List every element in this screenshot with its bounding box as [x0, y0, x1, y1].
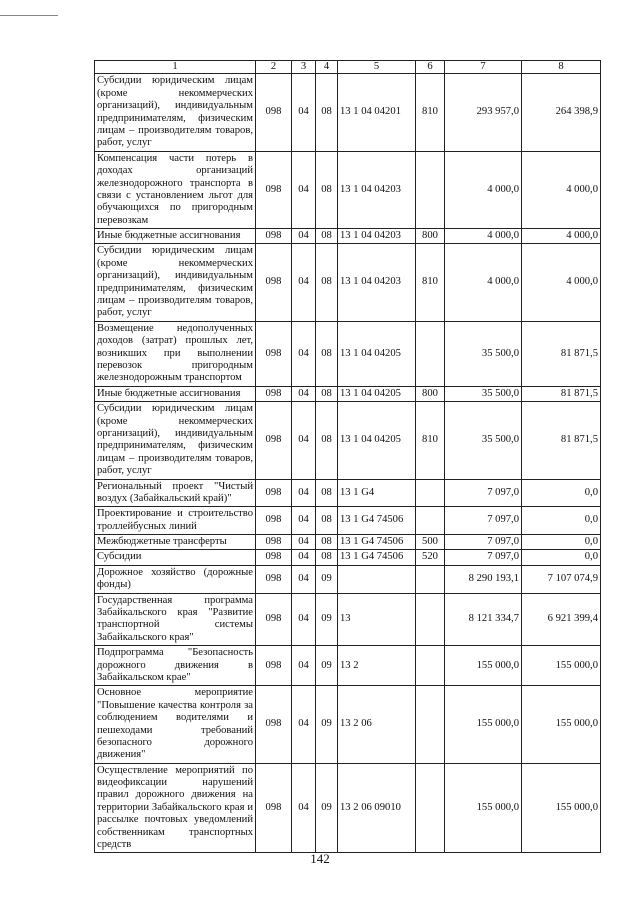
column-header: 2	[256, 61, 292, 74]
amount-year2-cell: 81 871,5	[522, 321, 601, 386]
target-article-cell: 13 1 G4 74506	[338, 550, 416, 565]
subsection-code-cell: 09	[316, 686, 338, 763]
amount-year2-cell: 155 000,0	[522, 763, 601, 853]
target-article-cell: 13 1 04 04205	[338, 321, 416, 386]
item-name-cell: Субсидии	[95, 550, 256, 565]
expense-type-cell	[416, 763, 445, 853]
section-code-cell: 04	[292, 151, 316, 228]
amount-year1-cell: 7 097,0	[445, 479, 522, 507]
amount-year1-cell: 35 500,0	[445, 321, 522, 386]
amount-year1-cell: 4 000,0	[445, 244, 522, 321]
expense-type-cell: 500	[416, 535, 445, 550]
item-name-cell: Дорожное хозяйство (дорожные фонды)	[95, 565, 256, 593]
column-header: 5	[338, 61, 416, 74]
expense-type-cell: 810	[416, 244, 445, 321]
section-code-cell: 04	[292, 74, 316, 151]
column-header: 8	[522, 61, 601, 74]
section-code-cell: 04	[292, 244, 316, 321]
expense-type-cell	[416, 565, 445, 593]
item-name-cell: Иные бюджетные ассигнования	[95, 229, 256, 244]
item-name-cell: Иные бюджетные ассигнования	[95, 386, 256, 401]
column-header: 4	[316, 61, 338, 74]
table-row	[95, 229, 601, 244]
ministry-code-cell: 098	[256, 535, 292, 550]
section-code-cell: 04	[292, 321, 316, 386]
target-article-cell	[338, 565, 416, 593]
section-code-cell: 04	[292, 763, 316, 853]
ministry-code-cell: 098	[256, 321, 292, 386]
target-article-cell: 13 1 04 04205	[338, 402, 416, 479]
item-name-cell: Региональный проект "Чистый воздух (Забайкальский край)"	[95, 479, 256, 507]
column-header: 6	[416, 61, 445, 74]
ministry-code-cell: 098	[256, 74, 292, 151]
amount-year1-cell: 155 000,0	[445, 686, 522, 763]
amount-year2-cell: 264 398,9	[522, 74, 601, 151]
subsection-code-cell: 08	[316, 244, 338, 321]
section-code-cell: 04	[292, 550, 316, 565]
target-article-cell: 13 1 04 04205	[338, 386, 416, 401]
amount-year1-cell: 7 097,0	[445, 507, 522, 535]
expense-type-cell: 800	[416, 229, 445, 244]
item-name-cell: Субсидии юридическим лицам (кроме некоммерческих организаций), индивидуальным предпринимателям, физическим лицам – производителям товаров, работ, услуг	[95, 74, 256, 151]
ministry-code-cell: 098	[256, 151, 292, 228]
subsection-code-cell: 08	[316, 402, 338, 479]
subsection-code-cell: 08	[316, 151, 338, 228]
item-name-cell: Межбюджетные трансферты	[95, 535, 256, 550]
target-article-cell: 13 1 G4 74506	[338, 535, 416, 550]
expense-type-cell	[416, 646, 445, 686]
ministry-code-cell: 098	[256, 479, 292, 507]
subsection-code-cell: 09	[316, 763, 338, 853]
subsection-code-cell: 09	[316, 646, 338, 686]
target-article-cell: 13	[338, 593, 416, 646]
subsection-code-cell: 08	[316, 550, 338, 565]
amount-year1-cell: 155 000,0	[445, 646, 522, 686]
amount-year2-cell: 155 000,0	[522, 646, 601, 686]
target-article-cell: 13 1 G4	[338, 479, 416, 507]
column-header: 1	[95, 61, 256, 74]
amount-year2-cell: 4 000,0	[522, 244, 601, 321]
item-name-cell: Субсидии юридическим лицам (кроме некоммерческих организаций), индивидуальным предпринимателям, физическим лицам – производителям товаров, работ, услуг	[95, 244, 256, 321]
table-row	[95, 386, 601, 401]
table-row	[95, 244, 601, 321]
ministry-code-cell: 098	[256, 686, 292, 763]
ministry-code-cell: 098	[256, 763, 292, 853]
expense-type-cell: 810	[416, 74, 445, 151]
ministry-code-cell: 098	[256, 244, 292, 321]
expense-type-cell	[416, 507, 445, 535]
amount-year2-cell: 6 921 399,4	[522, 593, 601, 646]
target-article-cell: 13 1 04 04203	[338, 229, 416, 244]
table-row	[95, 565, 601, 593]
subsection-code-cell: 08	[316, 479, 338, 507]
section-code-cell: 04	[292, 479, 316, 507]
expense-type-cell	[416, 479, 445, 507]
expense-type-cell	[416, 686, 445, 763]
ministry-code-cell: 098	[256, 507, 292, 535]
amount-year2-cell: 0,0	[522, 550, 601, 565]
subsection-code-cell: 08	[316, 229, 338, 244]
table-row	[95, 151, 601, 228]
amount-year2-cell: 81 871,5	[522, 386, 601, 401]
page-number: 142	[310, 851, 330, 866]
subsection-code-cell: 08	[316, 535, 338, 550]
section-code-cell: 04	[292, 402, 316, 479]
amount-year2-cell: 0,0	[522, 535, 601, 550]
table-row	[95, 535, 601, 550]
target-article-cell: 13 1 G4 74506	[338, 507, 416, 535]
amount-year2-cell: 4 000,0	[522, 151, 601, 228]
item-name-cell: Осуществление мероприятий по видеофиксации нарушений правил дорожного движения на территории Забайкальского края и рассылке почтовых уведомлений собственникам транспортных средств	[95, 763, 256, 853]
amount-year2-cell: 4 000,0	[522, 229, 601, 244]
amount-year2-cell: 7 107 074,9	[522, 565, 601, 593]
ministry-code-cell: 098	[256, 402, 292, 479]
amount-year2-cell: 0,0	[522, 507, 601, 535]
target-article-cell: 13 2	[338, 646, 416, 686]
table-row	[95, 686, 601, 763]
subsection-code-cell: 09	[316, 565, 338, 593]
amount-year1-cell: 35 500,0	[445, 386, 522, 401]
amount-year1-cell: 8 290 193,1	[445, 565, 522, 593]
subsection-code-cell: 08	[316, 321, 338, 386]
amount-year1-cell: 7 097,0	[445, 535, 522, 550]
target-article-cell: 13 1 04 04201	[338, 74, 416, 151]
target-article-cell: 13 2 06	[338, 686, 416, 763]
table-row	[95, 479, 601, 507]
section-code-cell: 04	[292, 386, 316, 401]
section-code-cell: 04	[292, 229, 316, 244]
subsection-code-cell: 08	[316, 507, 338, 535]
item-name-cell: Государственная программа Забайкальского края "Развитие транспортной системы Забайкальского края"	[95, 593, 256, 646]
amount-year2-cell: 81 871,5	[522, 402, 601, 479]
amount-year2-cell: 155 000,0	[522, 686, 601, 763]
table-row	[95, 321, 601, 386]
amount-year1-cell: 8 121 334,7	[445, 593, 522, 646]
column-header: 7	[445, 61, 522, 74]
table-row	[95, 74, 601, 151]
expense-type-cell: 800	[416, 386, 445, 401]
table-row	[95, 402, 601, 479]
amount-year1-cell: 4 000,0	[445, 229, 522, 244]
ministry-code-cell: 098	[256, 386, 292, 401]
expense-type-cell	[416, 151, 445, 228]
amount-year1-cell: 4 000,0	[445, 151, 522, 228]
target-article-cell: 13 1 04 04203	[338, 244, 416, 321]
expense-type-cell: 810	[416, 402, 445, 479]
ministry-code-cell: 098	[256, 229, 292, 244]
table-row	[95, 646, 601, 686]
amount-year2-cell: 0,0	[522, 479, 601, 507]
section-code-cell: 04	[292, 535, 316, 550]
expense-type-cell	[416, 593, 445, 646]
section-code-cell: 04	[292, 686, 316, 763]
column-number-row	[95, 61, 601, 74]
column-header: 3	[292, 61, 316, 74]
amount-year1-cell: 35 500,0	[445, 402, 522, 479]
subsection-code-cell: 09	[316, 593, 338, 646]
expense-type-cell	[416, 321, 445, 386]
item-name-cell: Компенсация части потерь в доходах организаций железнодорожного транспорта в связи с установлением льгот для обучающихся по пригородным перевозкам	[95, 151, 256, 228]
ministry-code-cell: 098	[256, 565, 292, 593]
section-code-cell: 04	[292, 646, 316, 686]
table-row	[95, 507, 601, 535]
target-article-cell: 13 1 04 04203	[338, 151, 416, 228]
budget-table	[94, 60, 601, 853]
item-name-cell: Подпрограмма "Безопасность дорожного движения в Забайкальском крае"	[95, 646, 256, 686]
item-name-cell: Проектирование и строительство троллейбусных линий	[95, 507, 256, 535]
expense-type-cell: 520	[416, 550, 445, 565]
item-name-cell: Субсидии юридическим лицам (кроме некоммерческих организаций), индивидуальным предпринимателям, физическим лицам – производителям товаров, работ, услуг	[95, 402, 256, 479]
subsection-code-cell: 08	[316, 74, 338, 151]
ministry-code-cell: 098	[256, 646, 292, 686]
target-article-cell: 13 2 06 09010	[338, 763, 416, 853]
amount-year1-cell: 155 000,0	[445, 763, 522, 853]
ministry-code-cell: 098	[256, 550, 292, 565]
section-code-cell: 04	[292, 565, 316, 593]
table-row	[95, 550, 601, 565]
section-code-cell: 04	[292, 593, 316, 646]
section-code-cell: 04	[292, 507, 316, 535]
subsection-code-cell: 08	[316, 386, 338, 401]
amount-year1-cell: 293 957,0	[445, 74, 522, 151]
scan-edge-line	[0, 15, 58, 16]
ministry-code-cell: 098	[256, 593, 292, 646]
table-row	[95, 593, 601, 646]
table-row	[95, 763, 601, 853]
amount-year1-cell: 7 097,0	[445, 550, 522, 565]
item-name-cell: Возмещение недополученных доходов (затрат) прошлых лет, возникших при выполнении перевозок пригородным железнодорожным транспортом	[95, 321, 256, 386]
item-name-cell: Основное мероприятие "Повышение качества контроля за соблюдением водителями и пешеходами требований безопасного дорожного движения"	[95, 686, 256, 763]
